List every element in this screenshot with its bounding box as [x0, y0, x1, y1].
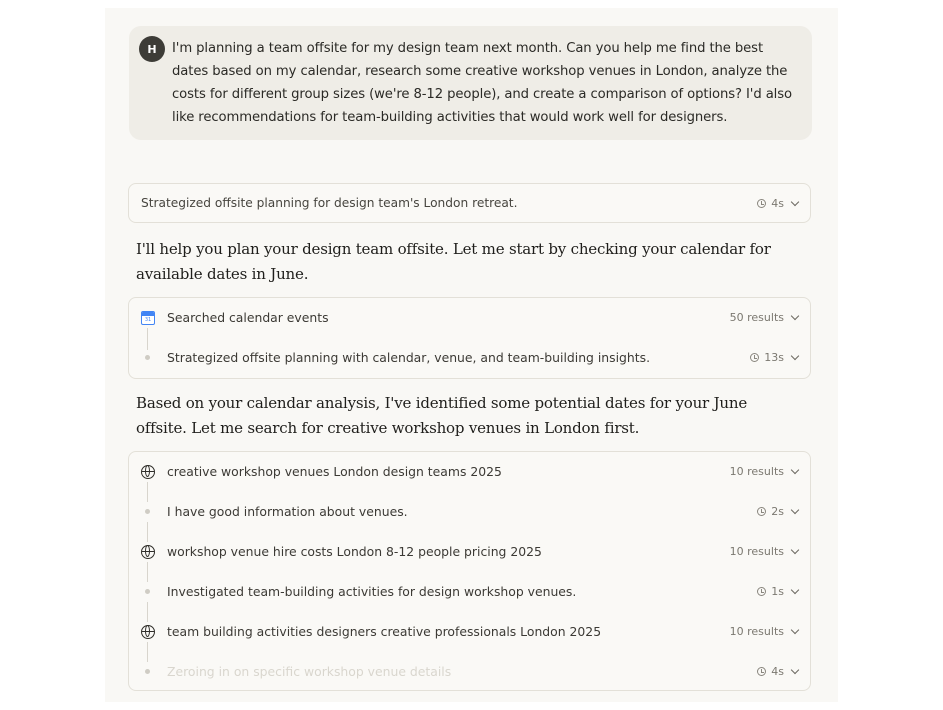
tool-row-meta [757, 505, 798, 518]
thought-duration: 13s [764, 351, 784, 364]
thinking-meta [757, 197, 798, 210]
user-message [129, 26, 812, 140]
chevron-down-icon[interactable] [791, 352, 799, 360]
clock-icon [757, 507, 766, 516]
tool-row-thought[interactable] [129, 572, 810, 612]
dot-icon [145, 509, 150, 514]
tool-row-label: creative workshop venues London design teams 2025 [167, 464, 502, 479]
thought-duration: 2s [771, 505, 784, 518]
tool-row-label: workshop venue hire costs London 8-12 people pricing 2025 [167, 544, 542, 559]
tool-group-web-search [128, 451, 811, 691]
clock-icon [757, 667, 766, 676]
tool-row-label: Strategized offsite planning with calendar, venue, and team-building insights. [167, 350, 651, 365]
clock-icon [750, 353, 759, 362]
tool-row-thought[interactable] [129, 492, 810, 532]
tool-row-meta [750, 351, 798, 364]
calendar-icon: 31 [141, 311, 155, 325]
tool-row-web-search[interactable] [129, 452, 810, 492]
tool-row-label: Searched calendar events [167, 310, 329, 325]
tool-row-web-search[interactable] [129, 532, 810, 572]
tool-row-meta [730, 465, 798, 478]
thought-duration: 4s [771, 665, 784, 678]
globe-icon [141, 465, 155, 479]
user-avatar: H [139, 36, 165, 62]
globe-icon [141, 545, 155, 559]
chevron-down-icon[interactable] [791, 626, 799, 634]
tool-row-meta [757, 665, 798, 678]
chevron-down-icon[interactable] [791, 312, 799, 320]
tool-group-calendar [128, 297, 811, 379]
dot-icon [145, 669, 150, 674]
thought-duration: 1s [771, 585, 784, 598]
user-message-text: I'm planning a team offsite for my design team next month. Can you help me find the best dates based on my calendar, research some creative workshop venues in London, analyze the costs for different group sizes (we're 8-12 people), and create a comparison of options? I'd also like recommendations for team-building activities that would work well for designers. [172, 41, 792, 125]
thinking-block[interactable] [128, 183, 811, 223]
dot-icon [145, 589, 150, 594]
tool-row-label: I have good information about venues. [167, 504, 408, 519]
result-count: 10 results [729, 625, 784, 638]
clock-icon [757, 587, 766, 596]
globe-icon [141, 625, 155, 639]
tool-row-meta [757, 585, 798, 598]
chevron-down-icon[interactable] [791, 586, 799, 594]
tool-row-thought[interactable] [129, 338, 810, 378]
tool-row-thought-in-progress[interactable] [129, 652, 810, 692]
chevron-down-icon[interactable] [791, 198, 799, 206]
chevron-down-icon[interactable] [791, 506, 799, 514]
tool-row-label: Zeroing in on specific workshop venue details [167, 664, 452, 679]
clock-icon [757, 199, 766, 208]
thinking-duration: 4s [771, 197, 784, 210]
tool-row-calendar-search[interactable] [129, 298, 810, 338]
chevron-down-icon[interactable] [791, 666, 799, 674]
thinking-label: Strategized offsite planning for design team's London retreat. [141, 196, 518, 210]
chevron-down-icon[interactable] [791, 546, 799, 554]
assistant-response-2: Based on your calendar analysis, I've identified some potential dates for your June offsite. Let me search for creative workshop venues in London first. [136, 394, 747, 437]
tool-row-web-search[interactable] [129, 612, 810, 652]
tool-row-label: Investigated team-building activities for design workshop venues. [167, 584, 577, 599]
result-count: 10 results [729, 545, 784, 558]
assistant-response-1: I'll help you plan your design team offsite. Let me start by checking your calendar for available dates in June. [136, 240, 771, 283]
tool-row-meta [730, 311, 798, 324]
result-count: 10 results [729, 465, 784, 478]
chat-panel [105, 8, 838, 702]
dot-icon [145, 355, 150, 360]
chevron-down-icon[interactable] [791, 466, 799, 474]
tool-row-meta [730, 625, 798, 638]
tool-row-meta [730, 545, 798, 558]
result-count: 50 results [729, 311, 784, 324]
tool-row-label: team building activities designers creative professionals London 2025 [167, 624, 602, 639]
